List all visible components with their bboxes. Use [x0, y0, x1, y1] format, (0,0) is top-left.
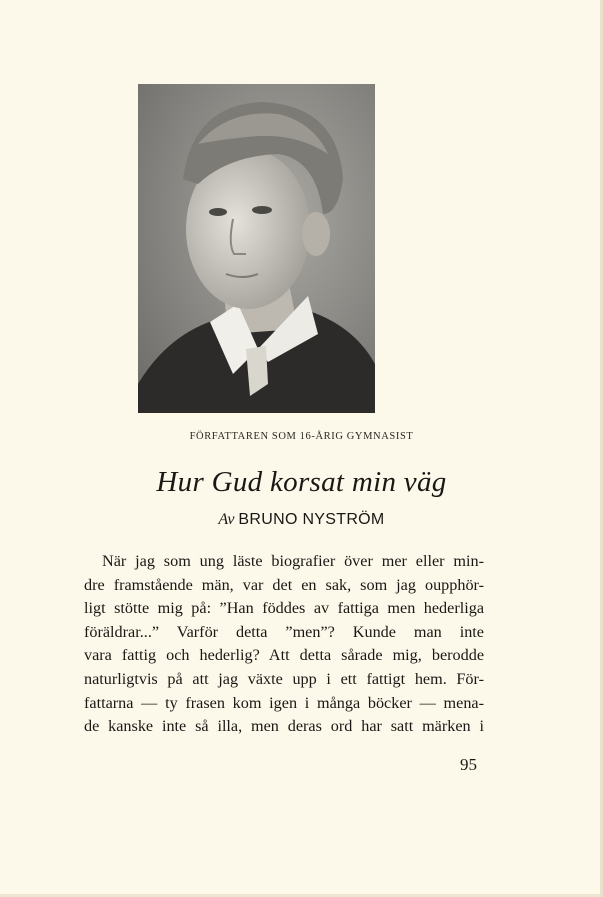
byline — [0, 511, 603, 529]
body-line: de kanske inte så illa, men deras ord har satt märken i — [84, 717, 484, 736]
byline-prefix: Av — [218, 511, 235, 528]
body-line: vara fattig och hederlig? Att detta sårade mig, berodde — [84, 646, 484, 665]
body-line: När jag som ung läste biografier över mer eller min- — [102, 552, 484, 570]
body-line: föräldrar...” Varför detta ”men”? Kunde man inte — [84, 622, 484, 641]
body-line: dre framstående män, var det en sak, som jag oupphör- — [84, 575, 484, 594]
author-name: BRUNO NYSTRÖM — [238, 511, 385, 528]
body-line: ligt stötte mig på: ”Han föddes av fattiga men hederliga — [84, 599, 484, 618]
photo-caption: FÖRFATTAREN SOM 16-ÅRIG GYMNASIST — [189, 431, 414, 442]
chapter-title: Hur Gud korsat min väg — [156, 466, 447, 498]
body-line: fattarna — ty frasen kom igen i många böcker — mena- — [84, 693, 484, 712]
page-number: 95 — [460, 755, 477, 774]
author-portrait-photo — [138, 84, 375, 413]
body-text — [84, 550, 484, 739]
body-line: naturligtvis på att jag växte upp i ett fattigt hem. För- — [84, 669, 484, 688]
